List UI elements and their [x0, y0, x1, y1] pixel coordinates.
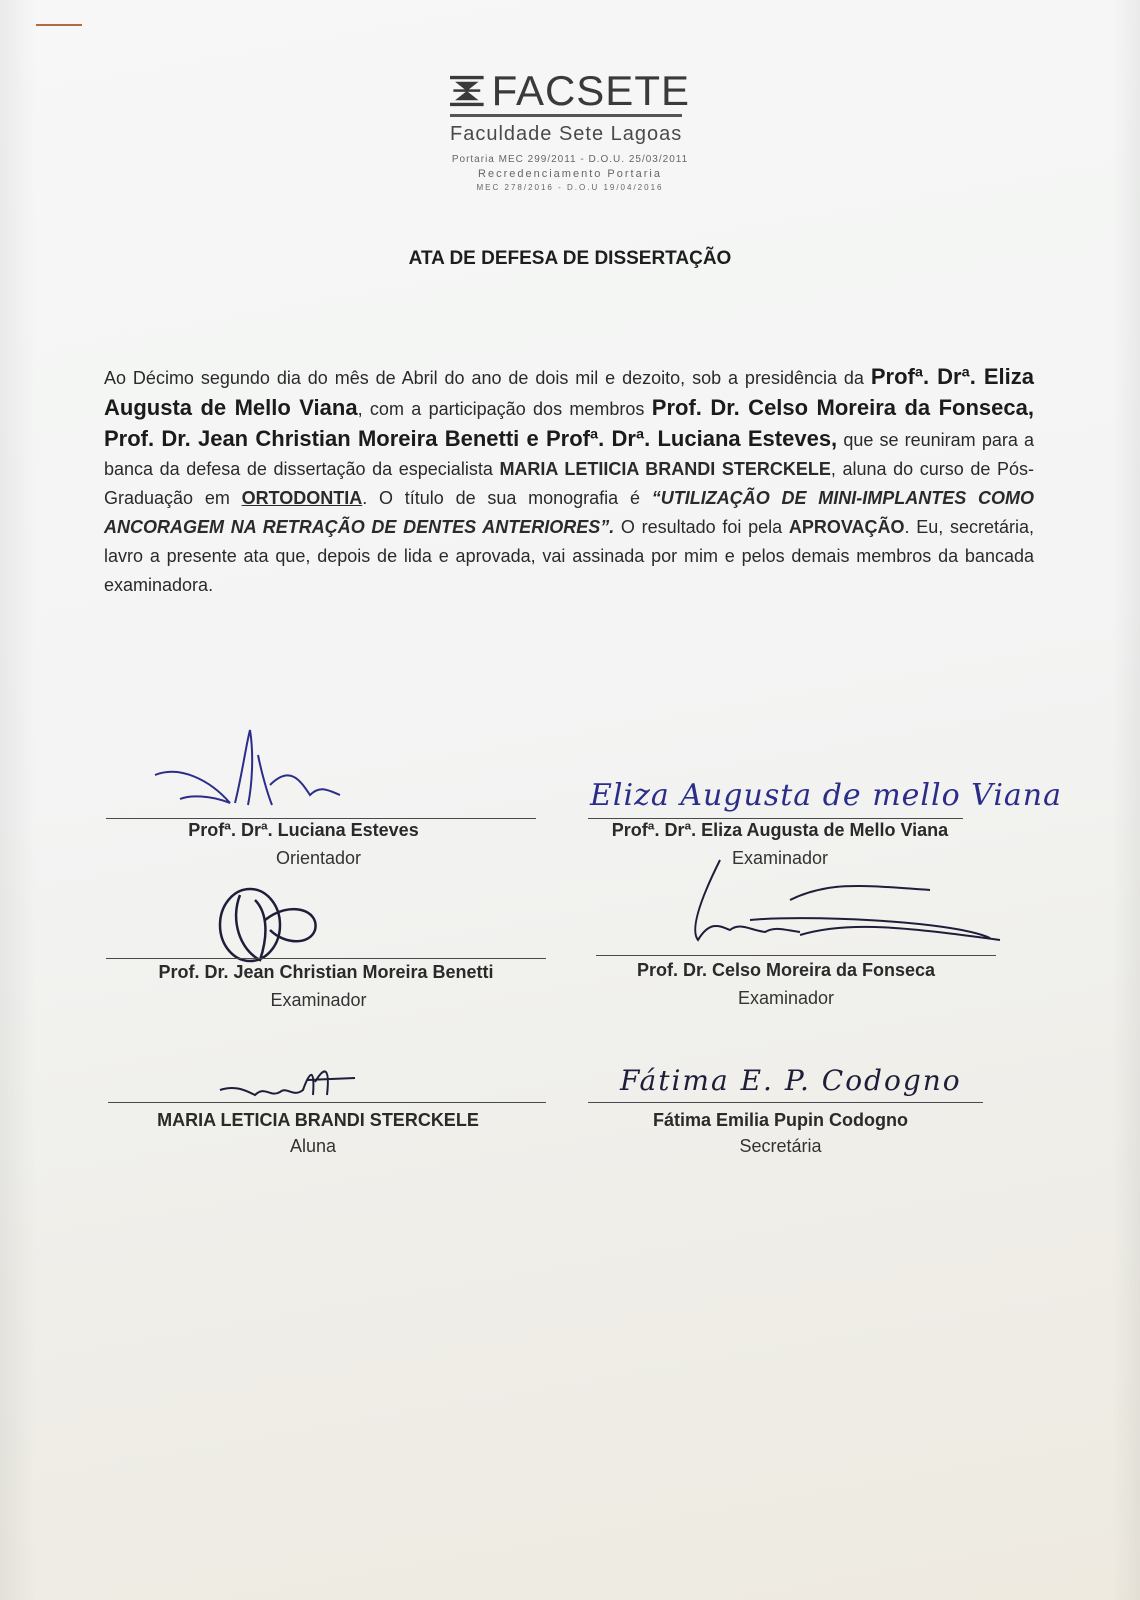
- signature-line-3: [106, 958, 546, 959]
- signatory-role-2: Examinador: [731, 848, 829, 868]
- paper-edge-shadow-left: [0, 0, 36, 1600]
- signature-line-2: [588, 818, 963, 819]
- signature-line-4: [596, 955, 996, 956]
- brand-underline: [450, 114, 682, 117]
- body-text-5: . O título de sua monografia é: [362, 488, 652, 508]
- signatory-name-4: Prof. Dr. Celso Moreira da Fonseca: [636, 960, 936, 980]
- signatory-name-3: Prof. Dr. Jean Christian Moreira Benetti: [158, 962, 494, 982]
- result-text: APROVAÇÃO: [788, 517, 905, 537]
- signatory-role-4: Examinador: [737, 988, 835, 1008]
- signature-jean: [210, 880, 340, 970]
- president-name: Profª. Drª. Eliza Augusta de Mello Viana: [104, 364, 1034, 420]
- brand-name: FACSETE: [491, 67, 690, 114]
- brand-subtitle: Faculdade Sete Lagoas: [450, 123, 683, 145]
- signature-line-5: [108, 1102, 546, 1103]
- course-name: ORTODONTIA: [241, 488, 363, 508]
- monograph-title: “UTILIZAÇÃO DE MINI-IMPLANTES COMO ANCORAGEM NA RETRAÇÃO DE DENTES ANTERIORES”.: [104, 488, 1034, 537]
- body-text-4: , aluna do curso de Pós-Graduação em: [104, 459, 1034, 508]
- body-text-3: que se reuniram para a banca da defesa de dissertação da especialista: [104, 430, 1035, 479]
- portaria-line-2: Recredenciamento Portaria: [478, 168, 662, 180]
- logo-emblem-icon: [450, 71, 484, 111]
- body-text-7: . Eu, secretária, lavro a presente ata que, depois de lida e aprovada, vai assinada por mim e pelos demais membros da bancada examinadora.: [104, 517, 1034, 595]
- signatory-name-2: Profª. Drª. Eliza Augusta de Mello Viana: [611, 820, 949, 840]
- signatory-role-5: Aluna: [289, 1136, 337, 1156]
- signature-line-1: [106, 818, 536, 819]
- facsete-logo: [450, 67, 690, 146]
- paper-edge-shadow-right: [1112, 0, 1140, 1600]
- portaria-line-3: MEC 278/2016 - D.O.U 19/04/2016: [476, 183, 664, 192]
- student-name: MARIA LETIICIA BRANDI STERCKELE: [499, 459, 831, 479]
- members-names: Prof. Dr. Celso Moreira da Fonseca, Prof. Dr. Jean Christian Moreira Benetti e Profª. Drª. Luciana Esteves,: [104, 395, 1034, 451]
- body-paragraph: [104, 362, 1034, 600]
- signatory-role-1: Orientador: [275, 848, 362, 868]
- signature-line-6: [588, 1102, 983, 1103]
- body-text-1: Ao Décimo segundo dia do mês de Abril do ano de dois mil e dezoito, sob a presidência da: [104, 368, 871, 388]
- body-text-6: O resultado foi pela: [614, 517, 789, 537]
- signature-celso: [650, 860, 1010, 960]
- signatory-role-3: Examinador: [270, 990, 367, 1010]
- signatory-name-5: MARIA LETICIA BRANDI STERCKELE: [157, 1110, 479, 1130]
- signatory-name-6: Fátima Emilia Pupin Codogno: [652, 1110, 908, 1130]
- ink-mark: [36, 24, 82, 26]
- document-title: ATA DE DEFESA DE DISSERTAÇÃO: [408, 248, 732, 269]
- signatory-name-1: Profª. Drª. Luciana Esteves: [188, 820, 419, 840]
- signature-luciana: [150, 725, 360, 825]
- portaria-line-1: Portaria MEC 299/2011 - D.O.U. 25/03/2011: [451, 154, 689, 165]
- signature-eliza: Eliza Augusta de mello Viana: [590, 778, 1063, 813]
- signatory-role-6: Secretária: [739, 1136, 822, 1156]
- signature-fatima: Fátima E. P. Codogno: [620, 1064, 962, 1097]
- body-text-2: , com a participação dos membros: [357, 399, 652, 419]
